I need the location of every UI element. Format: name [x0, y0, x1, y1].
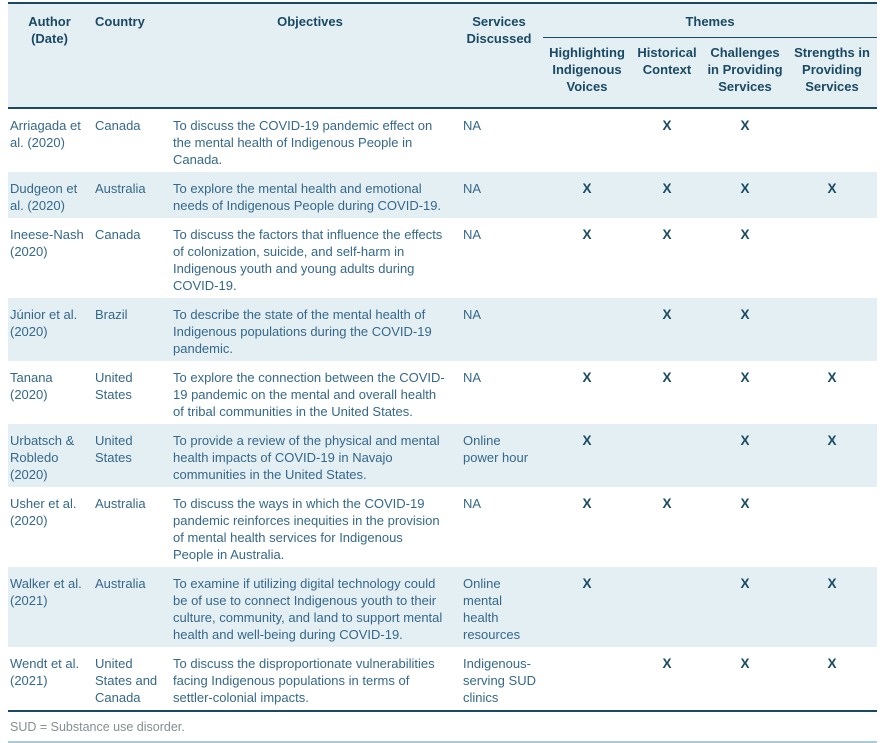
- author-cell: Tanana (2020): [10, 370, 53, 402]
- services-cell: NA: [463, 496, 482, 511]
- services-cell: NA: [463, 307, 482, 322]
- services-cell: Online mental health resources: [463, 576, 521, 642]
- col-header-historical-context: Historical Context: [637, 45, 697, 77]
- objective-cell: To examine if utilizing digital technology could be of use to connect Indigenous youth to their culture, community, and land to support mental health and well-being during COVID-19.: [173, 576, 443, 642]
- country-cell: Australia: [95, 181, 146, 196]
- col-header-objectives: Objectives: [277, 14, 343, 29]
- table-row: [8, 647, 877, 711]
- services-cell: Indigenous-serving SUD clinics: [463, 656, 536, 705]
- theme-mark-cell: [631, 424, 703, 487]
- col-group-header-themes: Themes: [543, 3, 877, 38]
- objective-cell: To describe the state of the mental health of Indigenous populations during the COVID-19 pandemic.: [173, 307, 432, 356]
- services-cell: NA: [463, 181, 482, 196]
- theme-mark-cell: X: [582, 370, 592, 385]
- theme-mark-cell: X: [582, 181, 592, 196]
- col-header-author-date: Author (Date): [28, 14, 71, 46]
- table-row: [8, 298, 877, 361]
- country-cell: United States: [95, 370, 133, 402]
- theme-mark-cell: X: [740, 181, 750, 196]
- author-cell: Wendt et al. (2021): [10, 656, 80, 688]
- theme-mark-cell: X: [662, 227, 672, 242]
- theme-mark-cell: X: [662, 181, 672, 196]
- objective-cell: To discuss the COVID-19 pandemic effect on the mental health of Indigenous People in Canada.: [173, 118, 433, 167]
- theme-mark-cell: [787, 108, 877, 172]
- country-cell: Australia: [95, 496, 146, 511]
- country-cell: Brazil: [95, 307, 128, 322]
- author-cell: Dudgeon et al. (2020): [10, 181, 78, 213]
- col-header-strengths-in-providing-services: Strengths in Providing Services: [794, 45, 870, 94]
- country-cell: United States: [95, 433, 133, 465]
- col-header-challenges-in-providing-services: Challenges in Providing Services: [707, 45, 783, 94]
- theme-mark-cell: [787, 218, 877, 298]
- theme-mark-cell: X: [582, 227, 592, 242]
- table-row: [8, 487, 877, 567]
- theme-mark-cell: [631, 567, 703, 647]
- theme-mark-cell: X: [740, 227, 750, 242]
- theme-mark-cell: X: [827, 576, 837, 591]
- country-cell: United States and Canada: [95, 656, 158, 705]
- theme-mark-cell: X: [740, 496, 750, 511]
- col-header-country: Country: [95, 14, 145, 29]
- objective-cell: To discuss the disproportionate vulnerabilities facing Indigenous populations in terms of settler-colonial impacts.: [173, 656, 435, 705]
- col-header-services-discussed: Services Discussed: [466, 14, 532, 46]
- author-cell: Júnior et al. (2020): [10, 307, 78, 339]
- theme-mark-cell: [543, 647, 631, 711]
- table-row: [8, 361, 877, 424]
- theme-mark-cell: X: [827, 370, 837, 385]
- services-cell: NA: [463, 370, 482, 385]
- theme-mark-cell: [787, 298, 877, 361]
- theme-mark-cell: [787, 487, 877, 567]
- author-cell: Urbatsch & Robledo (2020): [10, 433, 75, 482]
- objective-cell: To explore the connection between the COVID-19 pandemic on the mental and overall health of tribal communities in the United States.: [173, 370, 445, 419]
- theme-mark-cell: X: [740, 656, 750, 671]
- theme-mark-cell: X: [582, 576, 592, 591]
- theme-mark-cell: X: [740, 433, 750, 448]
- table-row: [8, 172, 877, 218]
- table-row: [8, 567, 877, 647]
- theme-mark-cell: X: [582, 496, 592, 511]
- author-cell: Ineese-Nash (2020): [10, 227, 84, 259]
- objective-cell: To explore the mental health and emotional needs of Indigenous People during COVID-19.: [173, 181, 442, 213]
- table-body: [8, 108, 877, 711]
- country-cell: Australia: [95, 576, 146, 591]
- theme-mark-cell: X: [827, 433, 837, 448]
- col-header-highlighting-indigenous-voices: Highlighting Indigenous Voices: [549, 45, 625, 94]
- literature-review-table: [8, 2, 877, 712]
- table-footnote: SUD = Substance use disorder.: [8, 712, 877, 743]
- country-cell: Canada: [95, 227, 141, 242]
- author-cell: Usher et al. (2020): [10, 496, 77, 528]
- author-cell: Arriagada et al. (2020): [10, 118, 81, 150]
- theme-mark-cell: X: [662, 370, 672, 385]
- objective-cell: To discuss the ways in which the COVID-19 pandemic reinforces inequities in the provision of mental health services for Indigenous People in Australia.: [173, 496, 440, 562]
- theme-mark-cell: X: [827, 656, 837, 671]
- theme-mark-cell: X: [740, 307, 750, 322]
- author-cell: Walker et al. (2021): [10, 576, 82, 608]
- theme-mark-cell: X: [662, 656, 672, 671]
- services-cell: NA: [463, 118, 482, 133]
- table-row: [8, 218, 877, 298]
- theme-mark-cell: X: [662, 496, 672, 511]
- theme-mark-cell: X: [582, 433, 592, 448]
- table-row: [8, 424, 877, 487]
- table-header: [8, 3, 877, 108]
- theme-mark-cell: [543, 108, 631, 172]
- table-row: [8, 108, 877, 172]
- theme-mark-cell: [543, 298, 631, 361]
- theme-mark-cell: X: [827, 181, 837, 196]
- theme-mark-cell: X: [740, 118, 750, 133]
- country-cell: Canada: [95, 118, 141, 133]
- theme-mark-cell: X: [662, 118, 672, 133]
- services-cell: NA: [463, 227, 482, 242]
- objective-cell: To provide a review of the physical and mental health impacts of COVID-19 in Navajo communities in the United States.: [173, 433, 440, 482]
- theme-mark-cell: X: [740, 576, 750, 591]
- services-cell: Online power hour: [463, 433, 529, 465]
- theme-mark-cell: X: [740, 370, 750, 385]
- theme-mark-cell: X: [662, 307, 672, 322]
- objective-cell: To discuss the factors that influence the effects of colonization, suicide, and self-harm in Indigenous youth and young adults during COVID-19.: [173, 227, 443, 293]
